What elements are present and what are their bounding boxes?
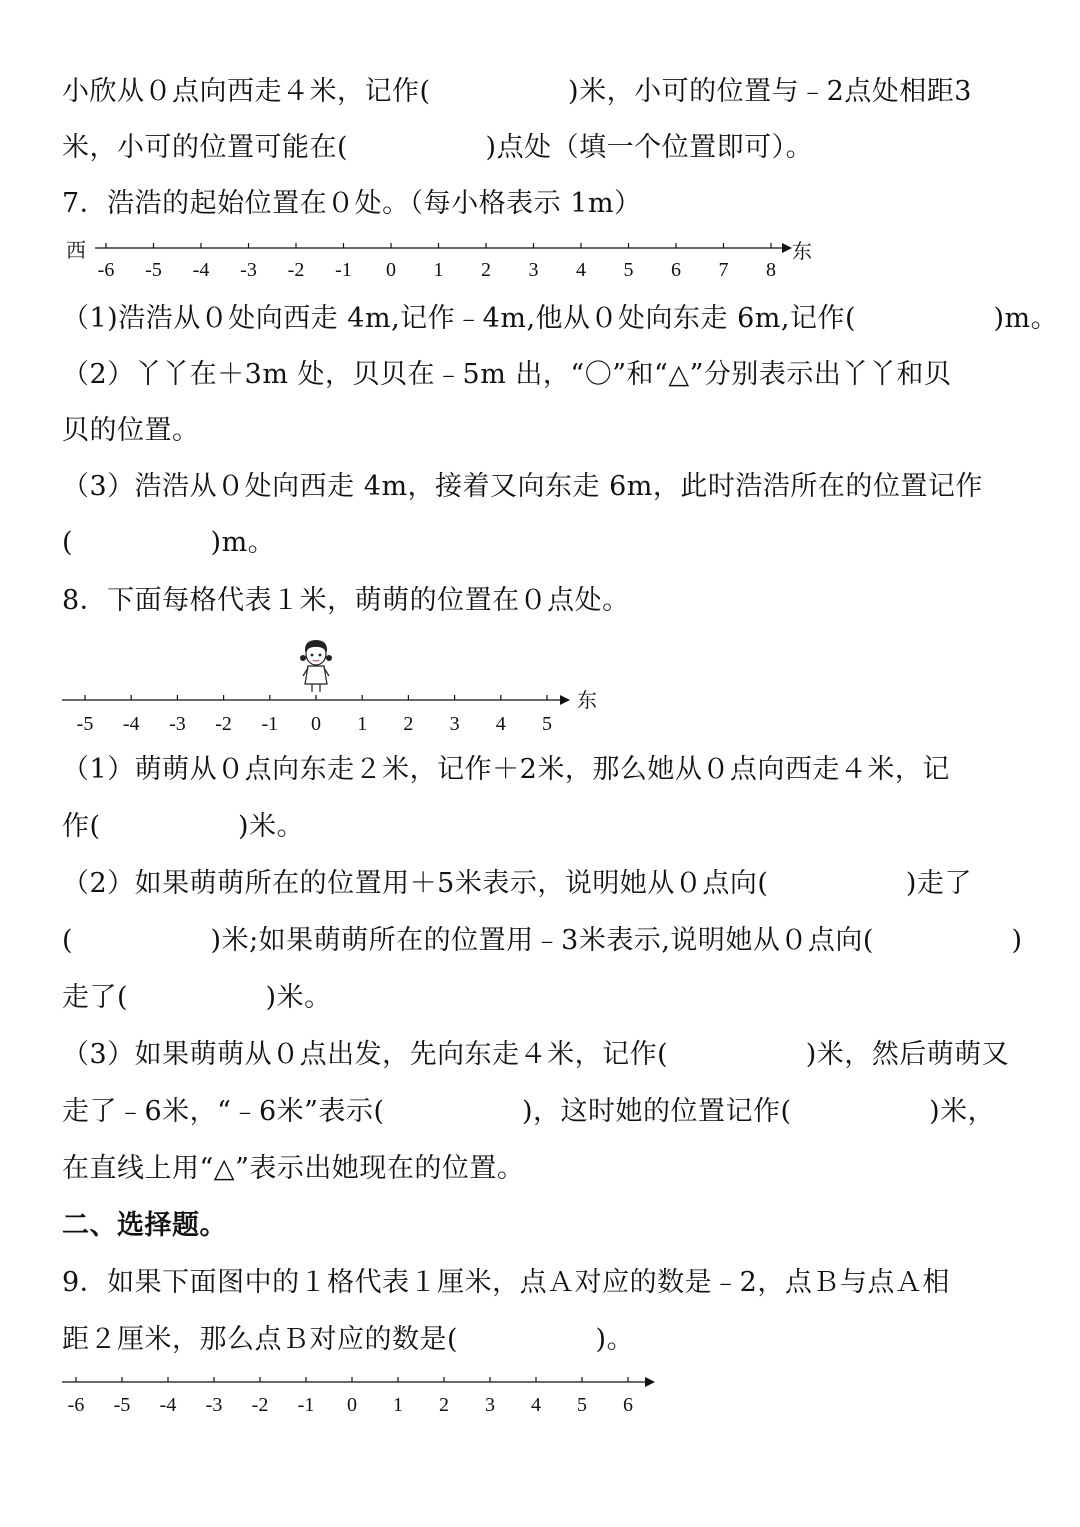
tick-label: 0: [347, 1394, 357, 1416]
tick-label: 2: [439, 1394, 449, 1416]
tick-label: -1: [297, 1394, 315, 1416]
q8-part1-cont: 作( )米。: [62, 811, 305, 842]
tick-label: -5: [76, 713, 94, 735]
tick-label: 3: [485, 1394, 495, 1416]
west-label: 西: [66, 238, 86, 262]
q8-part3-cont2: 在直线上用“△”表示出她现在的位置。: [62, 1153, 525, 1184]
tick-label: 6: [671, 259, 681, 281]
tick-label: 2: [481, 259, 491, 281]
q7-part2: （2）丫丫在＋3m 处，贝贝在﹣5m 出，“〇”和“△”分别表示出丫丫和贝: [62, 359, 952, 390]
tick-label: 3: [449, 713, 460, 735]
tick-label: -4: [122, 713, 140, 735]
number-line-3: [0, 1370, 1080, 1430]
q7-part3: （3）浩浩从０处向西走 4m，接着又向东走 6m，此时浩浩所在的位置记作: [62, 471, 983, 502]
tick-label: 4: [576, 259, 586, 281]
text-line-2: 米，小可的位置可能在( )点处（填一个位置即可）。: [62, 132, 814, 163]
tick-label: 7: [718, 259, 729, 281]
q8-part1: （1）萌萌从０点向东走２米，记作＋2米，那么她从０点向西走４米，记: [62, 754, 950, 785]
question-9-cont: 距２厘米，那么点Ｂ对应的数是( )。: [62, 1324, 635, 1355]
tick-label: -5: [113, 1394, 131, 1416]
tick-label: 1: [433, 259, 444, 281]
east-label: 东: [577, 688, 597, 712]
q7-part3-cont: ( )m。: [62, 527, 276, 558]
tick-label: -6: [67, 1394, 85, 1416]
question-7-title: 7．浩浩的起始位置在０处。（每小格表示 1m）: [62, 188, 642, 219]
girl-figure: [300, 640, 332, 692]
q8-part3: （3）如果萌萌从０点出发，先向东走４米，记作( )米，然后萌萌又: [62, 1039, 1010, 1070]
tick-label: -2: [251, 1394, 269, 1416]
tick-label: 1: [357, 713, 368, 735]
q8-part2-cont2: 走了( )米。: [62, 982, 332, 1013]
tick-label: -3: [169, 713, 186, 735]
tick-label: -4: [159, 1394, 177, 1416]
tick-label: -4: [192, 259, 210, 281]
tick-label: -5: [145, 259, 162, 281]
q8-part2: （2）如果萌萌所在的位置用＋5米表示，说明她从０点向( )走了: [62, 868, 972, 899]
tick-label: 5: [623, 259, 634, 281]
tick-label: 5: [542, 713, 552, 735]
tick-label: 4: [495, 713, 506, 735]
section-heading: 二、选择题。: [62, 1210, 227, 1241]
tick-label: -1: [335, 259, 352, 281]
tick-label: -3: [240, 259, 257, 281]
east-label: 东: [792, 239, 812, 263]
tick-label: 0: [311, 713, 321, 735]
tick-label: -3: [205, 1394, 223, 1416]
tick-label: -2: [287, 259, 305, 281]
number-line-1: [0, 230, 1080, 290]
tick-label: 4: [531, 1394, 541, 1416]
tick-label: 0: [386, 259, 396, 281]
tick-label: 6: [623, 1394, 633, 1416]
q8-part3-cont: 走了﹣6米，“﹣6米”表示( )，这时她的位置记作( )米，: [62, 1096, 996, 1127]
tick-label: 2: [403, 713, 414, 735]
q8-part2-cont: ( )米;如果萌萌所在的位置用﹣3米表示,说明她从０点向( ): [62, 925, 1023, 956]
tick-label: 1: [393, 1394, 403, 1416]
tick-label: -2: [215, 713, 232, 735]
tick-label: 8: [766, 259, 776, 281]
number-line-2: [0, 636, 1080, 736]
tick-label: -1: [261, 713, 279, 735]
tick-label: -6: [97, 259, 115, 281]
tick-label: 3: [528, 259, 539, 281]
q7-part2-cont: 贝的位置。: [62, 415, 200, 446]
question-9: 9．如果下面图中的１格代表１厘米，点Ａ对应的数是﹣2，点Ｂ与点Ａ相: [62, 1267, 950, 1298]
text-line-1: 小欣从０点向西走４米，记作( )米，小可的位置与﹣2点处相距3: [62, 76, 972, 107]
q7-part1: （1)浩浩从０处向西走 4m,记作﹣4m,他从０处向东走 6m,记作( )m。: [62, 303, 1059, 334]
tick-label: 5: [577, 1394, 587, 1416]
question-8-title: 8．下面每格代表１米，萌萌的位置在０点处。: [62, 585, 630, 616]
